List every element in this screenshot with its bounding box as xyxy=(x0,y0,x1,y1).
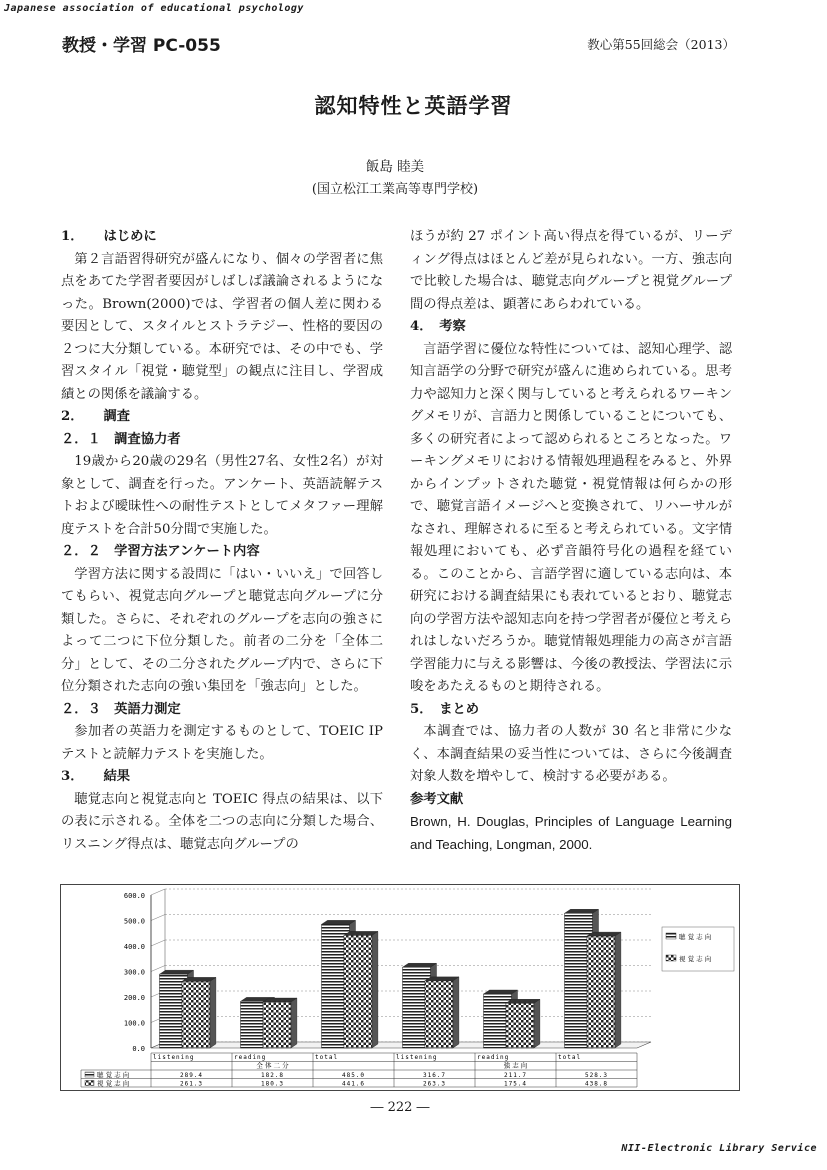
bar-side xyxy=(372,931,378,1048)
data-label: 441.6 xyxy=(341,1080,366,1088)
group-label: 強 志 向 xyxy=(503,1061,528,1070)
bar-top xyxy=(425,977,459,981)
category-label: reading xyxy=(234,1054,267,1061)
series-label: 聴 覚 志 向 xyxy=(97,1071,130,1079)
y-tick-label: 600.0 xyxy=(123,892,145,900)
paper-affiliation: (国立松江工業高等専門学校) xyxy=(311,182,479,197)
y-tick-label: 0.0 xyxy=(132,1045,145,1053)
bar-chart-svg xyxy=(61,885,741,1092)
paragraph: 本調査では、協力者の人数が 30 名と非常に少なく、本調査結果の妥当性については、さらに今後調査対象人数を増やして、検討する必要がある。 xyxy=(410,724,732,784)
source-note: Japanese association of educational psychology xyxy=(4,3,304,14)
section-heading: 3． 結果 xyxy=(61,769,131,784)
bar xyxy=(263,1002,291,1048)
section-heading: 1． はじめに xyxy=(61,229,157,244)
paragraph: 第２言語習得研究が盛んになり、個々の学習者に焦点をあてた学習者要因がしばしば議論されるようになった。Brown(2000)では、学習者の個人差に関わる要因として、スタイルとストラテジー、性格的要因の２つに大分類している。本研究では、その中でも、学習スタイル「視覚・聴覚型」の観点に注目し、学習成績との関係を議論する。 xyxy=(61,251,383,402)
data-label: 211.7 xyxy=(503,1072,528,1079)
grid-diagonal xyxy=(151,966,165,972)
bar-side xyxy=(534,999,540,1048)
section-heading: ２．３ 英語力測定 xyxy=(61,701,181,717)
grid-diagonal xyxy=(151,915,165,921)
bar-top xyxy=(506,999,540,1003)
category-label: reading xyxy=(477,1054,510,1061)
category-label: total xyxy=(558,1054,582,1061)
page-number: ― 222 ― xyxy=(370,1100,430,1115)
bar-top xyxy=(263,998,297,1002)
bar-top xyxy=(182,977,216,981)
section-heading: ２．２ 学習方法アンケート内容 xyxy=(61,544,260,559)
data-label: 289.4 xyxy=(179,1072,204,1079)
paragraph: ほうが約 27 ポイント高い得点を得ているが、リーディング得点はほとんど差が見られない。一方、強志向で比較した場合は、聴覚志向グループと視覚グループ間の得点差は、顕著にあらわれている。 xyxy=(410,229,732,312)
bar-top xyxy=(565,909,599,913)
bar-side xyxy=(453,977,459,1048)
table-legend-swatch xyxy=(85,1072,94,1077)
bar-side xyxy=(210,977,216,1048)
y-tick-label: 300.0 xyxy=(123,968,145,977)
section-heading: 4． 考察 xyxy=(410,319,466,334)
paragraph: 言語学習に優位な特性については、認知心理学、認知言語学の分野で研究が盛んに進められている。思考力や認知力と深く関与していると考えられるワーキングメモリが、言語力と関係していることについても、多くの研究者によって認められるところとなった。ワーキングメモリにおける情報処理過程をみると、外界からインプットされた聴覚・視覚情報は何らかの形で、聴覚言語イメージへと変換されて、リハーサルがなされ、理解されるに至ると考えられている。文字情報処理においても、必ず音韻符号化の過程を経ている。このことから、言語学習に適している志向は、本研究における調査結果にも表れているとおり、聴覚志向の学習方法や認知志向を持つ学習者が優位と考えられはしないだろうか。聴覚情報処理能力の高さが言語学習能力に与える影響は、今後の教授法、学習法に示唆をあたえるものと期待される。 xyxy=(410,341,732,694)
bar-side xyxy=(615,932,621,1048)
data-label: 180.3 xyxy=(260,1080,285,1088)
left-column xyxy=(61,226,383,856)
paragraph: 学習方法に関する設問に「はい・いいえ」で回答してもらい、視覚志向グループと聴覚志向グループに分類した。さらに、それぞれのグループを志向の強さによって二つに下位分類した。前者の二分を「全体二分」として、その二分されたグループ内で、さらに下位分類された志向の強い集団を「強志向」とした。 xyxy=(61,566,383,694)
bar xyxy=(344,935,372,1048)
bar-top xyxy=(403,963,437,967)
footer-note: NII-Electronic Library Service xyxy=(621,1143,817,1154)
category-label: listening xyxy=(396,1054,438,1061)
paragraph: 聴覚志向と視覚志向と TOEIC 得点の結果は、以下の表に示される。全体を二つの志向に分類した場合、リスニング得点は、聴覚志向グループの xyxy=(61,791,383,852)
bar-top xyxy=(160,970,194,974)
data-label: 316.7 xyxy=(422,1072,447,1079)
table-legend-swatch xyxy=(85,1081,94,1086)
legend-label: 視 覚 志 向 xyxy=(679,955,712,963)
section-heading: 2． 調査 xyxy=(61,409,131,424)
data-label: 438.8 xyxy=(584,1080,609,1088)
category-label: total xyxy=(315,1054,339,1061)
paragraph: 19歳から20歳の29名（男性27名、女性2名）が対象として、調査を行った。アンケート、英語読解テストおよび曖昧性への耐性テストとしてメタファー理解度テストを合計50分間で実施した。 xyxy=(61,454,383,537)
group-label: 全 体 二 分 xyxy=(256,1061,289,1070)
reference-item: Brown, H. Douglas, Principles of Language Learning and Teaching, Longman, 2000. xyxy=(410,814,732,852)
section-heading: ２．１ 調査協力者 xyxy=(61,431,181,447)
data-label: 261.3 xyxy=(179,1080,204,1088)
paper-title: 認知特性と英語学習 xyxy=(314,93,513,118)
conference-label: 教心第55回総会（2013） xyxy=(587,37,735,52)
paper-author: 飯島 睦美 xyxy=(365,159,425,175)
data-label: 175.4 xyxy=(503,1080,528,1088)
bar xyxy=(506,1003,534,1048)
series-label: 視 覚 志 向 xyxy=(97,1079,130,1088)
bar-top xyxy=(587,932,621,936)
right-column xyxy=(410,226,732,856)
y-tick-label: 100.0 xyxy=(123,1019,145,1028)
legend-swatch xyxy=(666,955,676,961)
data-label: 182.8 xyxy=(260,1072,285,1079)
data-label: 528.3 xyxy=(584,1072,609,1079)
legend-label: 聴 覚 志 向 xyxy=(679,933,712,941)
bar-top xyxy=(322,920,356,924)
bar xyxy=(182,981,210,1048)
grid-diagonal xyxy=(151,889,165,895)
legend-swatch xyxy=(666,933,676,939)
y-tick-label: 400.0 xyxy=(123,943,145,951)
category-label: listening xyxy=(153,1054,195,1061)
section-heading: 参考文献 xyxy=(410,791,464,807)
bar-top xyxy=(484,990,518,994)
paragraph: 参加者の英語力を測定するものとして、TOEIC IPテストと読解力テストを実施した。 xyxy=(61,724,383,762)
section-heading: 5． まとめ xyxy=(410,701,480,717)
bar xyxy=(587,936,615,1048)
bar-top xyxy=(344,931,378,935)
grid-diagonal xyxy=(151,940,165,946)
bar-side xyxy=(291,998,297,1048)
data-label: 263.3 xyxy=(422,1080,447,1088)
y-tick-label: 200.0 xyxy=(123,994,145,1002)
y-tick-label: 500.0 xyxy=(123,917,145,926)
results-chart xyxy=(60,884,740,1091)
bar xyxy=(425,981,453,1048)
data-label: 485.0 xyxy=(341,1072,366,1079)
session-code: 教授・学習 PC-055 xyxy=(62,36,221,56)
